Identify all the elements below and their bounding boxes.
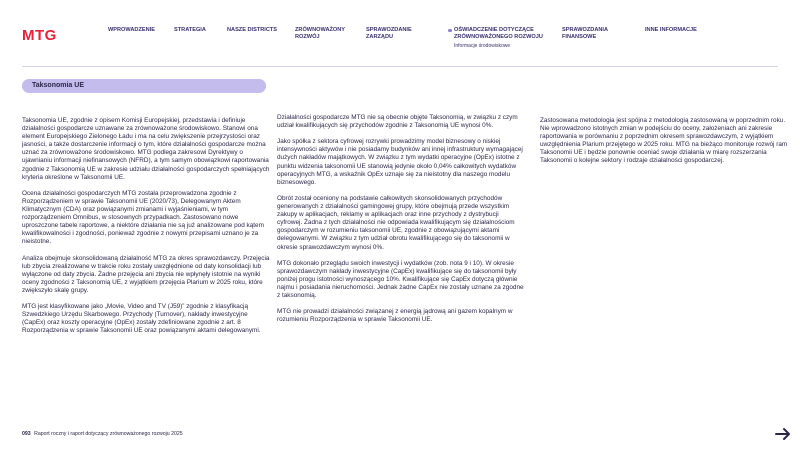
paragraph: MTG nie prowadzi działalności związanej z energią jądrową ani gazem kopalnym w rozumieniu Rozporządzenia w sprawie Taksonomii UE. [277,308,513,324]
nav-label: WPROWADZENIE [108,27,155,33]
nav-label: SPRAWOZDANIE ZARZĄDU [366,27,412,41]
nav-sub-item[interactable]: Informacje środowiskowe [454,42,511,49]
nav-wprowadzenie[interactable] [108,27,168,34]
arrow-right-icon[interactable] [773,424,793,444]
nav-sprawozdanie-zarzadu[interactable] [366,27,428,42]
nav-label: OŚWIADCZENIE DOTYCZĄCE ZRÓWNOWAŻONEGO ROZWOJU [454,27,543,41]
nav-zrownowazony-rozwoj[interactable] [295,27,353,42]
nav-label: ZRÓWNOWAŻONY ROZWÓJ [295,27,345,41]
nav-sprawozdania-finansowe[interactable] [562,27,624,42]
text-column-1 [22,117,270,344]
paragraph: MTG jest klasyfikowane jako „Movie, Video and TV (J59)” zgodnie z klasyfikacją Szwedzkiego Urzędu Skarbowego. Przychody (Turnover), nakłady inwestycyjne (CapEx) oraz koszty operacyjne (OpEx) zostały zdefiniowane zgodnie z art. 8 Rozporządzenia w sprawie Taksonomii UE oraz powiązanymi aktami delegowanymi. [22,303,261,335]
text-column-3 [540,117,788,174]
text-column-2 [277,114,525,333]
active-dot-icon [448,29,452,33]
report-title: Raport roczny i raport dotyczący zrównoważonego rozwoju 2025 [34,431,183,437]
nav-nasze-districts[interactable] [227,27,289,34]
page-number: 093 [22,431,31,437]
page-footer [22,431,183,437]
nav-inne-informacje[interactable] [645,27,715,34]
nav-label: NASZE DISTRICTS [227,27,278,33]
section-title: Taksonomia UE [32,82,84,89]
paragraph: Obrót został oceniony na podstawie całkowitych skonsolidowanych przychodów generowanych z działalności gamingowej grupy, które obejmują przede wszystkim zakupy w aplikacjach, reklamy w aplikacjach oraz inne przychody z dystrybucji cyfrowej. Żadna z tych działalności nie odpowiada kwalifikującym się działalnościom gospodarczym w rozumieniu taksonomii UE, zgodnie z obowiązującymi aktami delegowanymi. W związku z tym udział obrotu kwalifikującego się do taksonomii w okresie sprawozdawczym wynosi 0%. [277,194,515,251]
paragraph: MTG dokonało przeglądu swoich inwestycji i wydatków (zob. nota 9 i 10). W okresie sprawozdawczym nakłady inwestycyjne (CapEx) kwalifikujące się do taksonomii były poniżej progu istotności wynoszącego 10%. Kwalifikujące się CapEx dotyczą głównie najmu i posiadania nieruchomości. Jednak żadne CapEx nie zostały uznane za zgodne z taksonomią. [277,259,524,300]
paragraph: Analiza obejmuje skonsolidowaną działalność MTG za okres sprawozdawczy. Przejęcia lub zbycia zrealizowane w trakcie roku zostały uwzględnione od daty konsolidacji lub wyłączone od daty zbycia. Żadne przejęcia ani zbycia nie wpłynęły istotnie na wyniki oceny zgodności z Taksonomią UE, z wyjątkiem przejęcia Plarium w 2025 roku, które zwiększyło skalę grupy. [22,254,270,294]
nav-label: INNE INFORMACJE [645,27,697,33]
paragraph: Jako spółka z sektora cyfrowej rozrywki prowadzimy model biznesowy o niskiej intensywności aktywów i nie posiadamy budynków ani innej infrastruktury wymagającej dużych nakładów majątkowych. W związku z tym wydatki operacyjne (OpEx) istotne z punktu widzenia taksonomii UE stanowią jedynie około 0,04% całkowitych wydatków operacyjnych MTG, a wskaźnik OpEx uznaje się za nieistotny dla naszego modelu biznesowego. [277,138,523,186]
paragraph: Zastosowana metodologia jest spójna z metodologią zastosowaną w poprzednim roku. Nie wprowadzono istotnych zmian w podejściu do oceny, założeniach ani zakresie raportowania w porównaniu z poprzednim okresem sprawozdawczym, z wyjątkiem uwzględnienia Plarium przejętego w 2025 roku. MTG na bieżąco monitoruje rozwój ram Taksonomii UE i będzie ponownie oceniać swoje działania w miarę rozszerzania Taksonomii o kolejne sektory i rodzaje działalności gospodarczej. [540,117,788,165]
paragraph: Ocena działalności gospodarczych MTG została przeprowadzona zgodnie z Rozporządzeniem w sprawie Taksonomii UE (2020/73), Delegowanym Aktem Klimatycznym (CDA) oraz powiązanymi zmianami i wyjaśnieniami, w tym rozporządzeniem Omnibus, w stosownych przypadkach. Zastosowano nowe uproszczone tabele raportowe, a niektóre działania nie są już analizowane pod kątem kwalifikowalności i zgodności, ponieważ zgodnie z nowymi przepisami uznano je za nieistotne. [22,189,264,246]
nav-label: SPRAWOZDANIA FINANSOWE [562,27,608,41]
nav-strategia[interactable] [174,27,224,34]
header-divider [22,66,778,67]
paragraph: Taksonomia UE, zgodnie z opisem Komisji Europejskiej, przedstawia i definiuje działalności gospodarcze uznawane za zrównoważone środowiskowo. Stanowi ona element Europejskiego Zielonego Ładu i ma na celu zwiększenie przejrzystości oraz jasności, a także dostarczenie informacji o tym, które działalności gospodarcze można uznać za zrównoważone środowiskowo. MTG podlega zakresowi Dyrektywy o ujawnianiu informacji niefinansowych (NFRD), a tym samym obowiązkowi raportowania zgodnie z Taksonomią UE w zakresie udziału działalności gospodarczych spełniających kryteria określone w Taksonomii UE. [22,117,270,181]
nav-oswiadczenie-zrownowazony-rozwoj[interactable] [454,27,544,50]
paragraph: Działalności gospodarcze MTG nie są obecnie objęte Taksonomią, w związku z czym udział kwalifikujących się przychodów zgodnie z Taksonomią UE wynosi 0%. [277,114,518,130]
nav-label: STRATEGIA [174,27,206,33]
mtg-logo[interactable]: MTG [22,27,57,44]
